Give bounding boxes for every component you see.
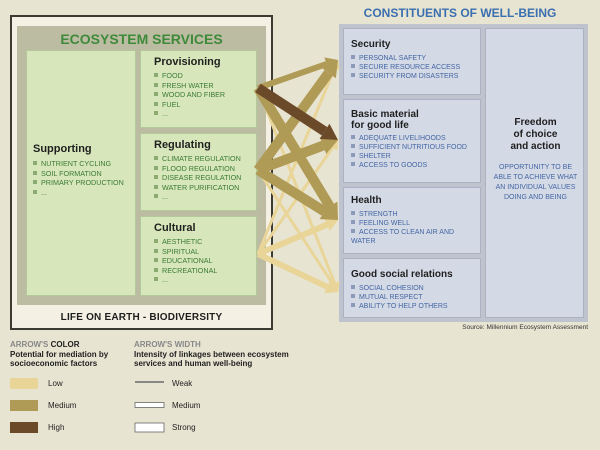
provisioning-item: FOOD <box>154 71 225 81</box>
color-legend-line1: Potential for mediation by <box>10 349 109 359</box>
basic-material-item: SUFFICIENT NUTRITIOUS FOOD <box>351 143 467 152</box>
provisioning-item: FRESH WATER <box>154 81 225 91</box>
freedom-title-line1: Freedom <box>514 117 557 128</box>
medium-color-label: Medium <box>48 401 77 410</box>
freedom-title-line3: and action <box>510 141 561 152</box>
freedom-box <box>485 28 584 318</box>
security-list <box>351 54 460 81</box>
source-credit: Source: Millennium Ecosystem Assessment <box>462 324 588 331</box>
arrowhead-regulating-to-social <box>328 281 338 292</box>
basic-material-list <box>351 134 467 170</box>
medium-width-sample <box>135 403 164 408</box>
width-legend <box>134 340 289 369</box>
provisioning-item: FUEL <box>154 100 225 110</box>
basic-material-title-line1: Basic material <box>351 109 419 120</box>
regulating-item: FLOOD REGULATION <box>154 164 241 174</box>
width-legend-line1: Intensity of linkages between ecosystem <box>134 349 289 359</box>
arrowhead-regulating-to-security <box>321 60 338 78</box>
basic-material-box <box>343 99 481 183</box>
arrowhead-provisioning-to-material <box>320 124 338 140</box>
security-item: PERSONAL SAFETY <box>351 54 460 63</box>
width-legend-word: WIDTH <box>174 340 201 349</box>
provisioning-item: WOOD AND FIBER <box>154 90 225 100</box>
regulating-item: CLIMATE REGULATION <box>154 154 241 164</box>
arrowhead-cultural-to-social <box>324 281 338 294</box>
basic-material-item: ADEQUATE LIVELIHOODS <box>351 134 467 143</box>
arrowhead-regulating-to-material <box>320 137 338 154</box>
health-item: ACCESS TO CLEAN AIR AND WATER <box>351 228 477 246</box>
width-legend-samples <box>134 375 166 439</box>
cultural-box <box>140 216 257 296</box>
cultural-item: AESTHETIC <box>154 237 217 247</box>
width-legend-line2: services and human well-being <box>134 359 253 368</box>
security-item: SECURITY FROM DISASTERS <box>351 72 460 81</box>
health-item: FEELING WELL <box>351 219 477 228</box>
basic-material-title-line2: for good life <box>351 120 409 131</box>
color-legend-word: COLOR <box>50 340 80 349</box>
security-title: Security <box>351 39 391 50</box>
low-color-swatch <box>10 378 38 389</box>
ecosystem-services-title: ECOSYSTEM SERVICES <box>60 31 223 47</box>
regulating-item: DISEASE REGULATION <box>154 173 241 183</box>
supporting-list <box>33 159 124 197</box>
arrowhead-cultural-to-material <box>328 140 338 151</box>
social-relations-item: MUTUAL RESPECT <box>351 293 453 302</box>
health-title: Health <box>351 195 382 206</box>
cultural-item: ... <box>154 275 217 285</box>
regulating-title: Regulating <box>154 139 211 151</box>
provisioning-title: Provisioning <box>154 56 221 68</box>
color-legend <box>10 340 108 369</box>
regulating-item: WATER PURIFICATION <box>154 183 241 193</box>
cultural-item: RECREATIONAL <box>154 266 217 276</box>
cultural-item: EDUCATIONAL <box>154 256 217 266</box>
cultural-item: SPIRITUAL <box>154 247 217 257</box>
social-relations-list <box>351 284 453 311</box>
medium-color-swatch <box>10 400 38 411</box>
social-relations-item: ABILITY TO HELP OTHERS <box>351 302 453 311</box>
supporting-title: Supporting <box>33 143 92 155</box>
health-item: STRENGTH <box>351 210 477 219</box>
provisioning-box <box>140 50 257 128</box>
life-on-earth-label: LIFE ON EARTH - BIODIVERSITY <box>60 312 223 323</box>
cultural-title: Cultural <box>154 222 196 234</box>
arrowhead-cultural-to-health <box>324 218 338 231</box>
well-being-title: CONSTITUENTS OF WELL-BEING <box>363 6 557 20</box>
color-legend-prefix: ARROW'S <box>10 340 49 349</box>
freedom-description: OPPORTUNITY TO BE ABLE TO ACHIEVE WHAT AN INDIVIDUAL VALUES DOING AND BEING <box>493 164 578 201</box>
strong-width-label: Strong <box>172 423 196 432</box>
medium-width-label: Medium <box>172 401 201 410</box>
regulating-list <box>154 154 241 202</box>
color-legend-line2: socioeconomic factors <box>10 359 98 368</box>
social-relations-title: Good social relations <box>351 269 453 280</box>
cultural-list <box>154 237 217 285</box>
arrowhead-provisioning-to-security <box>324 57 338 70</box>
provisioning-list <box>154 71 225 119</box>
security-box <box>343 28 481 95</box>
provisioning-item: ... <box>154 109 225 119</box>
freedom-title <box>491 117 580 153</box>
regulating-item: ... <box>154 192 241 202</box>
regulating-box <box>140 133 257 211</box>
freedom-title-line2: of choice <box>513 129 558 140</box>
supporting-box <box>26 50 136 296</box>
health-list <box>351 210 477 246</box>
supporting-item: ... <box>33 188 124 198</box>
weak-width-sample <box>135 381 164 383</box>
supporting-item: SOIL FORMATION <box>33 169 124 179</box>
low-color-label: Low <box>48 379 63 388</box>
supporting-item: NUTRIENT CYCLING <box>33 159 124 169</box>
weak-width-label: Weak <box>172 379 193 388</box>
arrowhead-provisioning-to-health <box>322 202 338 220</box>
social-relations-box <box>343 258 481 318</box>
arrowhead-regulating-to-health <box>320 204 338 220</box>
strong-width-sample <box>135 423 164 432</box>
security-item: SECURE RESOURCE ACCESS <box>351 63 460 72</box>
health-box <box>343 187 481 254</box>
high-color-label: High <box>48 423 65 432</box>
basic-material-item: SHELTER <box>351 152 467 161</box>
basic-material-item: ACCESS TO GOODS <box>351 161 467 170</box>
supporting-item: PRIMARY PRODUCTION <box>33 178 124 188</box>
width-legend-prefix: ARROW'S <box>134 340 173 349</box>
high-color-swatch <box>10 422 38 433</box>
social-relations-item: SOCIAL COHESION <box>351 284 453 293</box>
